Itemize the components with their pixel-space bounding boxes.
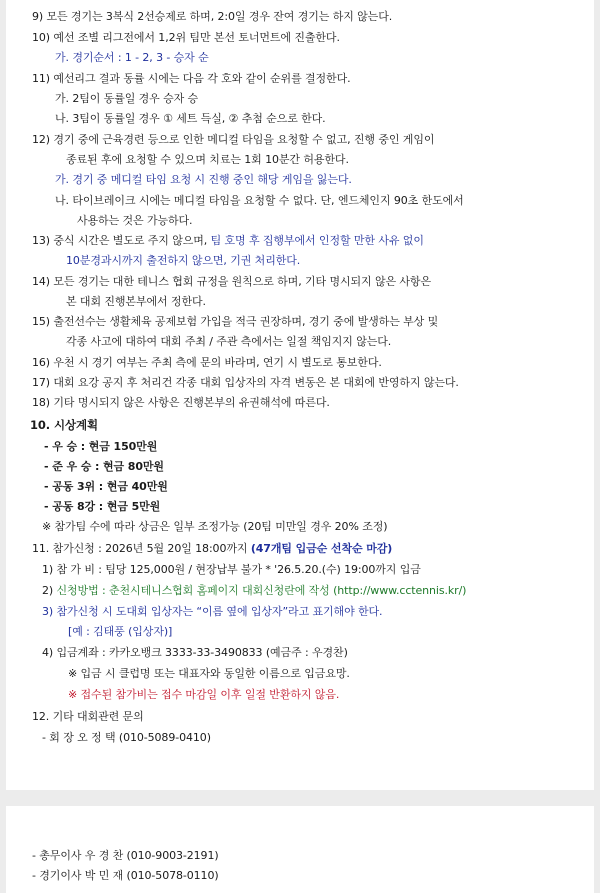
registration-deadline: 11. 참가신청 : 2026년 5월 20일 18:00까지 — [32, 542, 251, 555]
rule-10: 10) 예선 조별 리그전에서 1,2위 팀만 본선 토너먼트에 진출한다. — [32, 31, 340, 44]
registration-account: 4) 입금계좌 : 카카오뱅크 3333-33-3490833 (예금주 : 우경찬) — [42, 646, 348, 659]
rule-11-b: 나. 3팀이 동률일 경우 ① 세트 득실, ② 추첨 순으로 한다. — [55, 112, 326, 125]
rule-10-order: 가. 경기순서 : 1 - 2, 3 - 승자 순 — [55, 51, 209, 64]
officer-competition: - 경기이사 박 민 재 (010-5078-0110) — [32, 869, 219, 882]
rule-12-b: 나. 타이브레이크 시에는 메디컬 타임을 요청할 수 없다. 단, 엔드체인지 90초 한도에서 — [55, 194, 464, 207]
registration-deposit-note: ※ 입금 시 클럽명 또는 대표자와 동일한 이름으로 입금요망. — [68, 667, 350, 680]
prize-runner-up: - 준 우 승 : 현금 80만원 — [44, 460, 164, 473]
registration-winner-note: 3) 참가신청 시 도대회 입상자는 “이름 옆에 입상자”라고 표기해야 한다. — [42, 605, 383, 618]
prize-quarterfinal: - 공동 8강 : 현금 5만원 — [44, 500, 161, 513]
registration-winner-example: [예 : 김태풍 (입상자)] — [68, 625, 173, 638]
rule-13-text: 13) 중식 시간은 별도로 주지 않으며, — [32, 234, 211, 247]
officer-general-affairs: - 총무이사 우 경 찬 (010-9003-2191) — [32, 849, 219, 862]
rule-18: 18) 기타 명시되지 않은 사항은 진행본부의 유권해석에 따른다. — [32, 396, 330, 409]
registration-method-num: 2) — [42, 584, 57, 597]
contact-heading: 12. 기타 대회관련 문의 — [32, 710, 144, 723]
rule-13-highlight: 팀 호명 후 집행부에서 인정할 만한 사유 없이 — [210, 234, 424, 247]
rule-12-cont: 종료된 후에 요청할 수 있으며 치료는 1회 10분간 허용한다. — [66, 153, 349, 166]
rule-15-cont: 각종 사고에 대하여 대회 주최 / 주관 측에서는 일절 책임지지 않는다. — [66, 335, 392, 348]
registration-capacity: (47개팀 입금순 선착순 마감) — [250, 542, 393, 555]
rule-17: 17) 대회 요강 공지 후 처리건 각종 대회 입상자의 자격 변동은 본 대회에 반영하지 않는다. — [32, 376, 459, 389]
rule-11: 11) 예선리그 결과 동률 시에는 다음 각 호와 같이 순위를 결정한다. — [32, 72, 351, 85]
rule-12: 12) 경기 중에 근육경련 등으로 인한 메디컬 타임을 요청할 수 없고, 진행 중인 게임이 — [32, 133, 435, 146]
prize-winner: - 우 승 : 현금 150만원 — [44, 440, 158, 453]
registration-heading — [32, 542, 392, 556]
rule-14-cont: 본 대회 진행본부에서 정한다. — [66, 295, 206, 308]
rule-16: 16) 우천 시 경기 여부는 주최 측에 문의 바라며, 연기 시 별도로 통보한다. — [32, 356, 382, 369]
registration-refund-note: ※ 접수된 참가비는 접수 마감일 이후 일절 반환하지 않음. — [68, 688, 340, 701]
registration-method-text: 신청방법 : 춘천시테니스협회 홈페이지 대회신청란에 작성 (http://www.cctennis.kr/) — [56, 584, 467, 597]
prize-third: - 공동 3위 : 현금 40만원 — [44, 480, 168, 493]
rule-13 — [32, 234, 424, 248]
rule-13-cont: 10분경과시까지 출전하지 않으면, 기권 처리한다. — [66, 254, 301, 267]
document-page — [6, 0, 594, 790]
rule-12-a: 가. 경기 중 메디컬 타임 요청 시 진행 중인 해당 게임을 잃는다. — [55, 173, 352, 186]
rule-14: 14) 모든 경기는 대한 테니스 협회 규정을 원칙으로 하며, 기타 명시되지 않은 사항은 — [32, 275, 431, 288]
document-page-2 — [6, 806, 594, 893]
registration-fee: 1) 참 가 비 : 팀당 125,000원 / 현장납부 불가 * '26.5.20.(수) 19:00까지 입금 — [42, 563, 421, 576]
prizes-heading: 10. 시상계획 — [30, 418, 99, 432]
contact-chair: - 회 장 오 정 택 (010-5089-0410) — [42, 731, 211, 744]
rule-15: 15) 출전선수는 생활체육 공제보험 가입을 적극 권장하며, 경기 중에 발생하는 부상 및 — [32, 315, 439, 328]
registration-method — [42, 584, 466, 598]
rule-9: 9) 모든 경기는 3복식 2선승제로 하며, 2:0일 경우 잔여 경기는 하지 않는다. — [32, 10, 393, 23]
prizes-note: ※ 참가팀 수에 따라 상금은 일부 조정가능 (20팀 미만일 경우 20% 조정) — [42, 520, 388, 533]
rule-12-b-cont: 사용하는 것은 가능하다. — [77, 214, 193, 227]
rule-11-a: 가. 2팀이 동률일 경우 승자 승 — [55, 92, 199, 105]
